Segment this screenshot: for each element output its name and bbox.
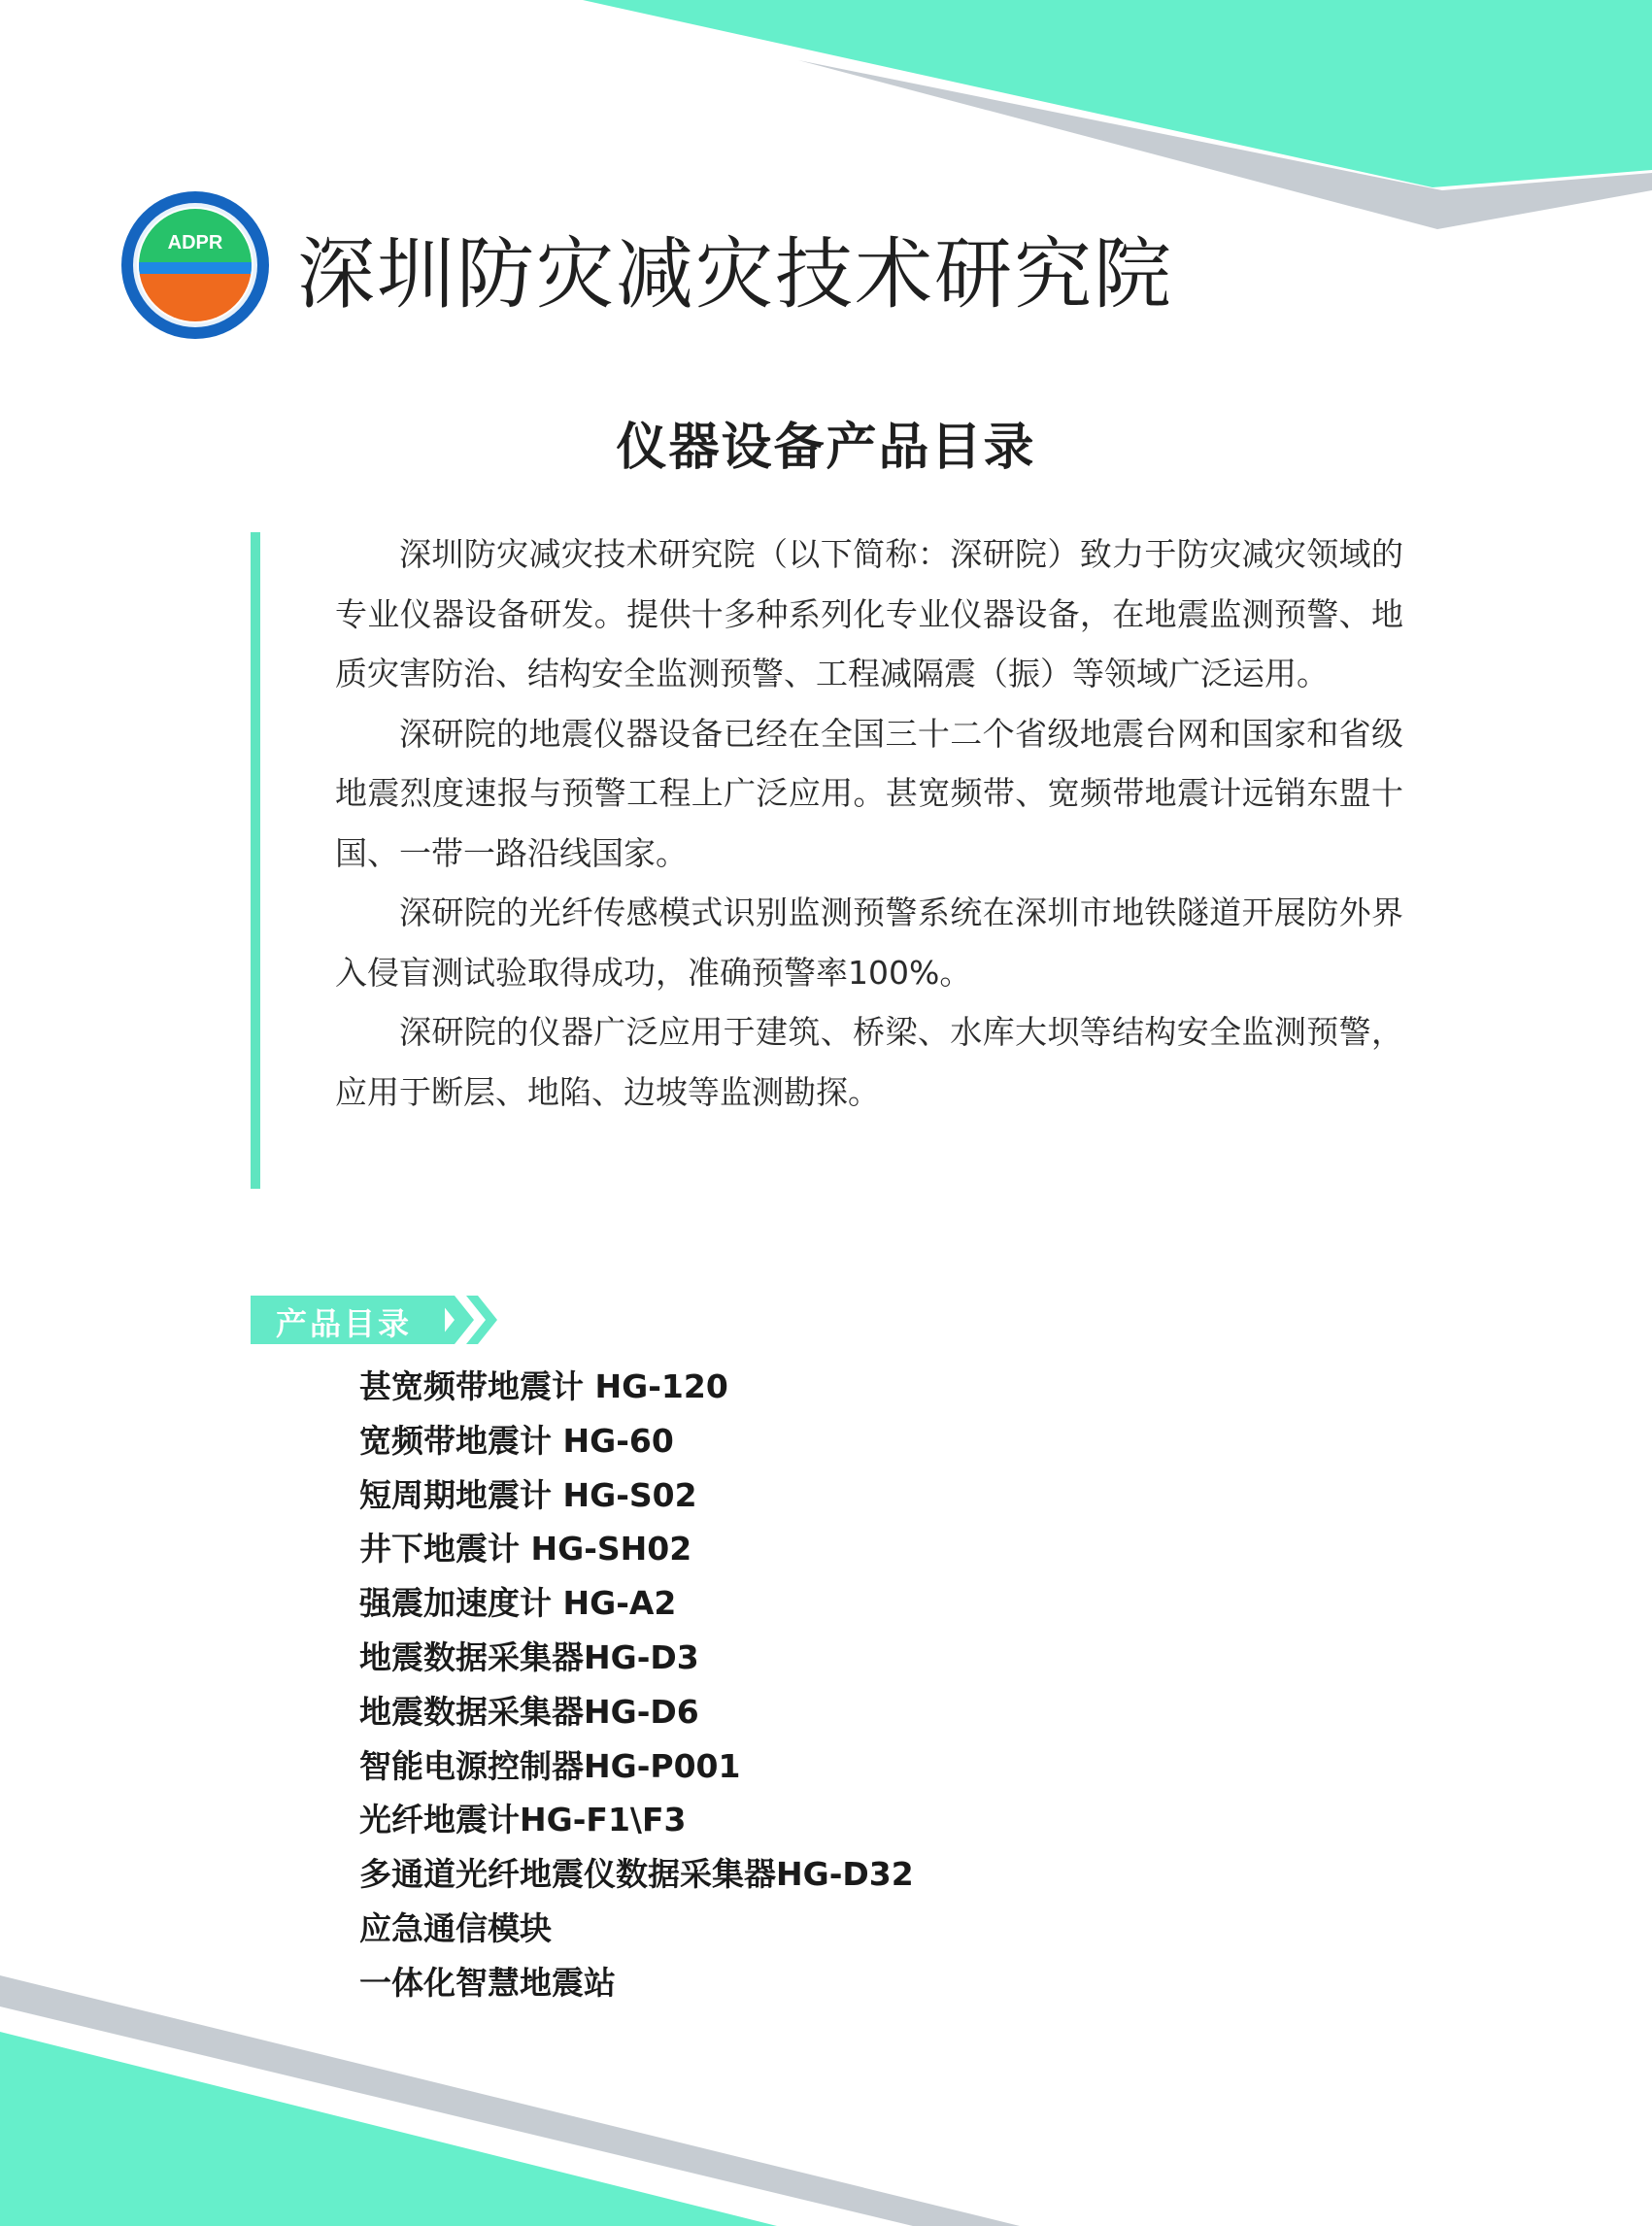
adpr-logo [120, 190, 270, 340]
product-item: 短周期地震计 HG-S02 [359, 1475, 697, 1514]
product-item: 甚宽频带地震计 HG-120 [359, 1367, 728, 1405]
bottom-teal-band [0, 2032, 777, 2226]
product-item: 地震数据采集器HG-D3 [359, 1637, 699, 1676]
product-item: 一体化智慧地震站 [359, 1963, 616, 2002]
product-item: 地震数据采集器HG-D6 [359, 1692, 699, 1731]
intro-paragraph: 深研院的仪器广泛应用于建筑、桥梁、水库大坝等结构安全监测预警，应用于断层、地陷、边坡等监测勘探。 [335, 1013, 1403, 1111]
intro-paragraph: 深研院的光纤传感模式识别监测预警系统在深圳市地铁隧道开展防外界入侵盲测试验取得成功，准确预警率100%。 [335, 894, 1403, 992]
product-item: 光纤地震计HG-F1\F3 [359, 1801, 687, 1839]
logo-text: ADPR [167, 232, 223, 253]
product-item: 井下地震计 HG-SH02 [359, 1530, 692, 1568]
organization-name: 深圳防灾减灾技术研究院 [297, 229, 1173, 320]
intro-paragraph: 深研院的地震仪器设备已经在全国三十二个省级地震台网和国家和省级地震烈度速报与预警工程上广泛应用。甚宽频带、宽频带地震计远销东盟十国、一带一路沿线国家。 [335, 714, 1403, 872]
product-item: 宽频带地震计 HG-60 [359, 1421, 674, 1460]
intro-text [335, 524, 1403, 1122]
product-item: 应急通信模块 [359, 1908, 552, 1947]
page-title: 仪器设备产品目录 [616, 419, 1036, 477]
product-item: 智能电源控制器HG-P001 [359, 1746, 741, 1785]
intro-paragraph: 深圳防灾减灾技术研究院（以下简称：深研院）致力于防灾减灾领域的专业仪器设备研发。提供十多种系列化专业仪器设备，在地震监测预警、地质灾害防治、结构安全监测预警、工程减隔震（振）等领域广泛运用。 [335, 535, 1403, 692]
product-list [359, 1360, 914, 2010]
product-item: 多通道光纤地震仪数据采集器HG-D32 [359, 1855, 914, 1894]
product-item: 强震加速度计 HG-A2 [359, 1584, 677, 1623]
top-teal-band [583, 0, 1652, 187]
catalog-label-text: 产品目录 [276, 1305, 413, 1342]
double-chevron-icon [435, 1296, 513, 1344]
intro-accent-bar [251, 532, 260, 1189]
